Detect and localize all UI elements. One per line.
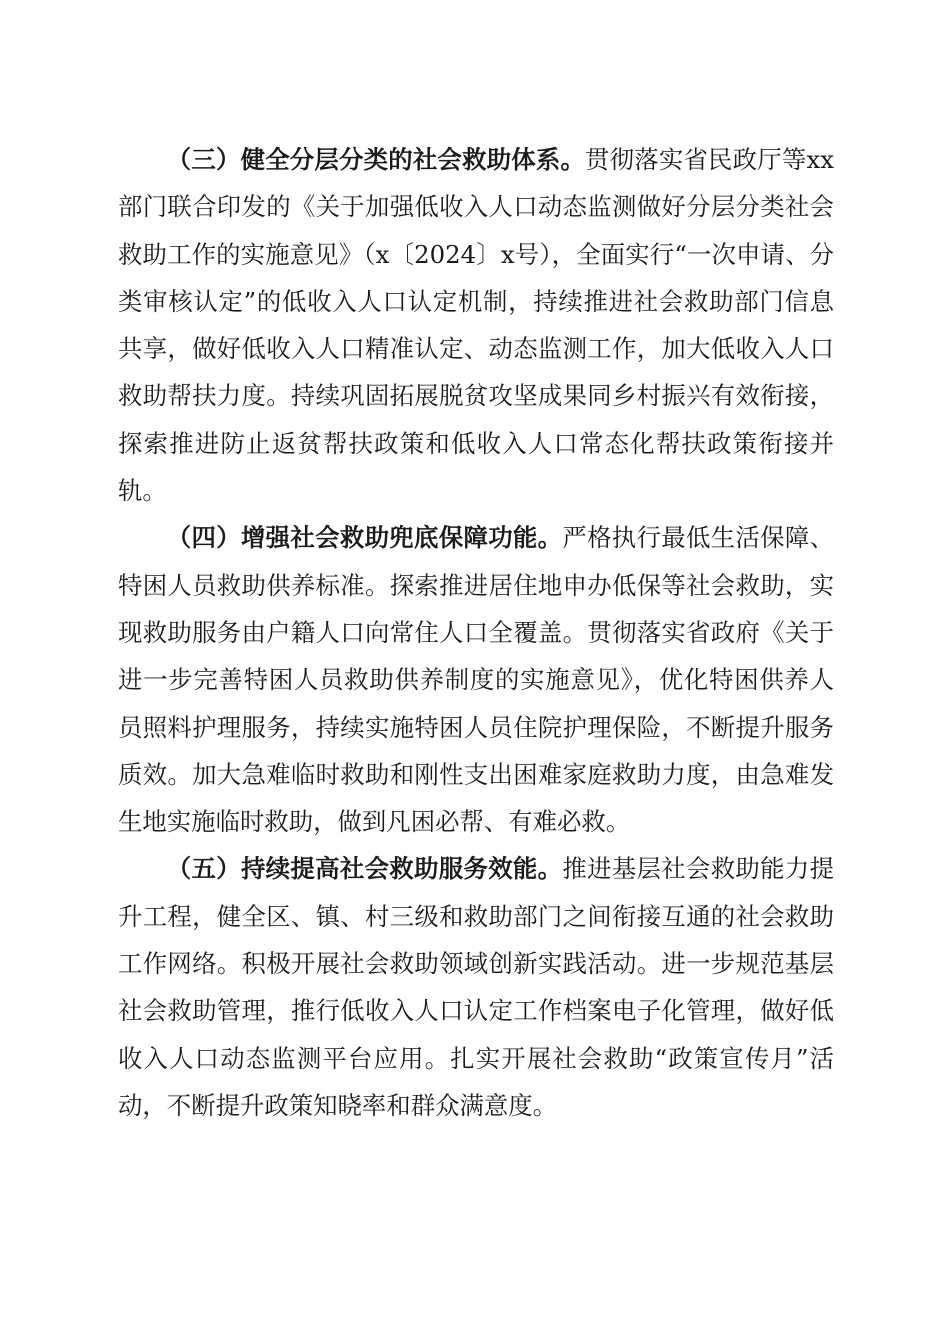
paragraph-body: 推进基层社会救助能力提升工程，健全区、镇、村三级和救助部门之间衔接互通的社会救助工作网络。积极开展社会救助领域创新实践活动。进一步规范基层社会救助管理，推行低收入人口认定工作档案电子化管理，做好低收入人口动态监测平台应用。扎实开展社会救助“政策宣传月”活动，不断提升政策知晓率和群众满意度。 xyxy=(118,854,834,1120)
paragraph-body: 严格执行最低生活保障、特困人员救助供养标准。探索推进居住地申办低保等社会救助，实现救助服务由户籍人口向常住人口全覆盖。贯彻落实省政府《关于进一步完善特困人员救助供养制度的实施意见》，优化特困供养人员照料护理服务，持续实施特困人员住院护理保险，不断提升服务质效。加大急难临时救助和刚性支出困难家庭救助力度，由急难发生地实施临时救助，做到凡困必帮、有难必救。 xyxy=(118,523,834,837)
paragraph-body: 贯彻落实省民政厅等xx部门联合印发的《关于加强低收入人口动态监测做好分层分类社会救助工作的实施意见》（x〔2024〕x号），全面实行“一次申请、分类审核认定”的低收入人口认定机制，持续推进社会救助部门信息共享，做好低收入人口精准认定、动态监测工作，加大低收入人口救助帮扶力度。持续巩固拓展脱贫攻坚成果同乡村振兴有效衔接，探索推进防止返贫帮扶政策和低收入人口常态化帮扶政策衔接并轨。 xyxy=(118,145,834,506)
paragraph-service-efficiency xyxy=(118,845,834,1129)
paragraph-safety-net-function xyxy=(118,514,834,845)
paragraph-heading: （三）健全分层分类的社会救助体系。 xyxy=(166,145,586,174)
document-page xyxy=(118,136,834,1129)
paragraph-heading: （四）增强社会救助兜底保障功能。 xyxy=(166,523,563,553)
paragraph-social-assistance-system xyxy=(118,136,834,514)
paragraph-heading: （五）持续提高社会救助服务效能。 xyxy=(166,854,563,884)
